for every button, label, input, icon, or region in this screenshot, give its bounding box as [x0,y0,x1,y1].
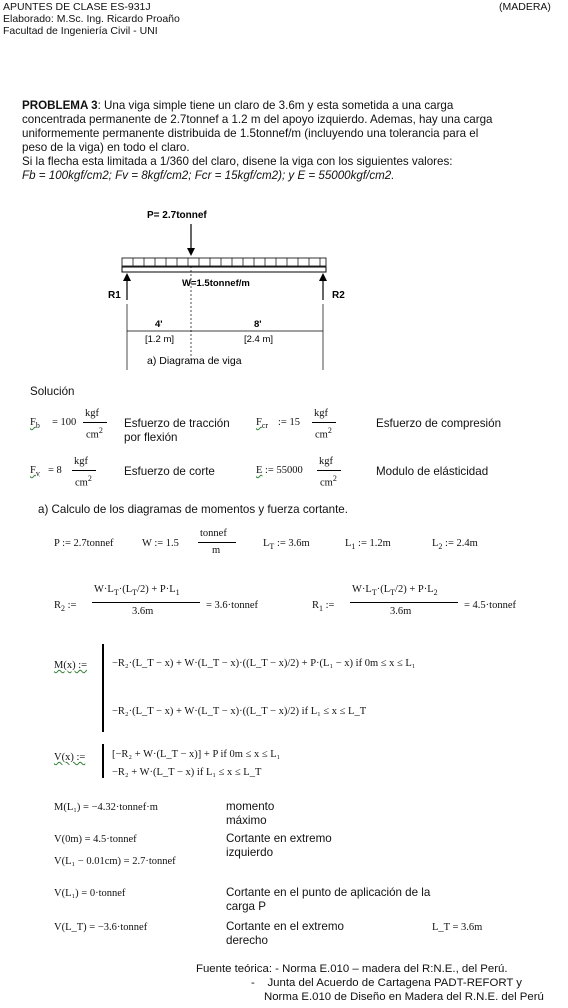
result-desc2-1: izquierdo [226,846,274,859]
result-expr-0: M(L₁) = −4.32·tonnef·m [54,802,158,813]
m-row-1: −R₂·(L_T − x) + W·(L_T − x)·((L_T − x)/2) + P·(L₁ − x) if 0m ≤ x ≤ L₁ [112,658,416,669]
v-row-1: [−R₂ + W·(L_T − x)] + P if 0m ≤ x ≤ L₁ [112,749,281,760]
solution-title: Solución [30,385,75,398]
distributed-label: W=1.5tonnef/m [182,278,250,289]
r2-bar [92,602,200,603]
fb-unit-den: $cm^2$ [86,426,103,441]
fv-desc: Esfuerzo de corte [124,465,215,478]
fv-value: = 8 [48,465,62,476]
result-expr-4: V(L_T) = −3.6·tonnef [54,922,148,933]
seg1-m: [1.2 m] [145,334,175,345]
r1-arrowhead [123,273,131,281]
result-expr-1: V(0m) = 4.5·tonnef [54,834,137,845]
lt-result: L_T = 3.6m [432,922,483,933]
var-l1: $L_1$ := 1.2m [345,538,391,552]
r2-formula [54,578,284,628]
r1-numerator: $W\cdot L_T\cdot(L_T/2) + P\cdot L_2$ [352,584,438,598]
result-desc-0: momento [226,800,275,813]
e-desc: Modulo de elásticidad [376,465,489,478]
fb-definition [30,408,115,444]
course-code: APUNTES DE CLASE ES-931J [3,1,151,13]
fb-symbol: $F_b$ [30,417,40,431]
problem-line-5: Si la flecha esta limitada a 1/360 del claro, disene la viga con los siguientes valores: [22,155,453,168]
fb-unit-bar [83,422,107,423]
load-arrowhead [187,248,195,256]
v-row-2: −R₂ + W·(L_T − x) if L₁ ≤ x ≤ L_T [112,767,262,778]
e-value: := 55000 [265,465,303,476]
result-expr-3: V(L₁) = 0·tonnef [54,888,126,899]
r2-result: = 3.6·tonnef [206,600,258,611]
fv-unit-den: $cm^2$ [75,474,92,489]
author: Elaborado: M.Sc. Ing. Ricardo Proaño [3,13,180,25]
e-unit-num: kgf [319,456,333,467]
var-lt: $L_T$ := 3.6m [263,538,310,552]
m-brace [102,644,108,732]
seg2-m: [2.4 m] [244,334,274,345]
fb-unit-num: kgf [85,408,99,419]
m-function-name: M(x) := [54,660,88,671]
beam-diagram [90,200,370,380]
topic: (MADERA) [499,1,551,13]
fcr-definition [256,408,346,444]
problem-line-1 [22,99,552,113]
result-desc-3: Cortante en el punto de aplicación de la [226,886,431,899]
e-unit-den: $cm^2$ [320,474,337,489]
fb-value: = 100 [52,417,77,428]
result-desc2-4: derecho [226,934,268,947]
r1-bar [350,602,458,603]
seg2-ft: 8' [254,319,262,330]
r2-lhs: $R_2$ := [54,600,77,614]
w-num: tonnef [200,528,227,539]
result-desc2-0: máximo [226,814,267,827]
problem-line-2: concentrada permanente de 2.7tonnef a 1.2 m del apoyo izquierdo. Ademas, hay una carga [22,113,493,126]
faculty: Facultad de Ingeniería Civil - UNI [3,25,158,37]
fb-desc-1: Esfuerzo de tracción [124,417,230,430]
problem-line-6: Fb = 100kgf/cm2; Fv = 8kgf/cm2; Fcr = 15kgf/cm2); y E = 55000kgf/cm2. [22,169,395,182]
fv-unit-bar [72,470,96,471]
fv-symbol: $F_v$ [30,465,40,479]
r2-label: R2 [332,290,345,301]
e-unit-bar [317,470,341,471]
r1-lhs: $R_1$ := [312,600,335,614]
problem-label: PROBLEMA 3 [22,99,98,112]
fcr-symbol: $F_{cr}$ [256,417,269,431]
result-desc2-3: carga P [226,900,266,913]
result-desc-1: Cortante en extremo [226,832,332,845]
diagram-caption: a) Diagrama de viga [147,355,242,367]
fv-definition [30,456,115,492]
w-lhs: W := 1.5 [142,538,179,549]
var-w [142,528,242,560]
var-p: P := 2.7tonnef [54,538,114,549]
step-a: a) Calculo de los diagramas de momentos y fuerza cortante. [38,503,348,516]
r2-arrowhead [319,273,327,281]
problem-line-3: uniformemente permanente distribuida de 1.5tonnef/m (incluyendo una tolerancia para el [22,127,479,140]
fb-desc-2: por flexión [124,431,178,444]
r1-den: 3.6m [390,606,412,617]
result-desc-4: Cortante en el extremo [226,920,344,933]
e-symbol: E [256,465,263,476]
m-row-2: −R₂·(L_T − x) + W·(L_T − x)·((L_T − x)/2) if L₁ ≤ x ≤ L_T [112,706,367,717]
fcr-unit-num: kgf [314,408,328,419]
beam [122,267,326,272]
distributed-load [122,258,326,266]
problem-line-4: peso de la viga) en todo el claro. [22,141,190,154]
fcr-unit-bar [312,422,336,423]
w-den: m [212,545,221,556]
r1-label: R1 [108,290,121,301]
w-bar [198,542,236,543]
v-brace [102,744,108,778]
var-l2: $L_2$ := 2.4m [432,538,478,552]
e-definition [256,456,356,492]
footer-source-2: - Junta del Acuerdo de Cartagena PADT-REFORT y [251,977,522,989]
v-function-name: V(x) := [54,752,86,763]
distributed-load-ticks [133,258,320,266]
r2-numerator: $W\cdot L_T\cdot(L_T/2) + P\cdot L_1$ [94,584,180,598]
footer-source-1: Fuente teórica: - Norma E.010 – madera del R:N.E., del Perú. [196,963,508,975]
fcr-value: := 15 [278,417,300,428]
fcr-desc: Esfuerzo de compresión [376,417,502,430]
seg1-ft: 4' [155,319,163,330]
footer-source-3: Norma E.010 de Diseño en Madera del R.N.E. del Perú [264,991,544,1003]
r1-formula [312,578,552,628]
fv-unit-num: kgf [74,456,88,467]
fcr-unit-den: $cm^2$ [315,426,332,441]
r2-den: 3.6m [132,606,154,617]
r1-result: = 4.5·tonnef [464,600,516,611]
problem-text-1: : Una viga simple tiene un claro de 3.6m y esta sometida a una carga [97,99,454,112]
load-label: P= 2.7tonnef [147,210,207,221]
result-expr-2: V(L₁ − 0.01cm) = 2.7·tonnef [54,856,176,867]
